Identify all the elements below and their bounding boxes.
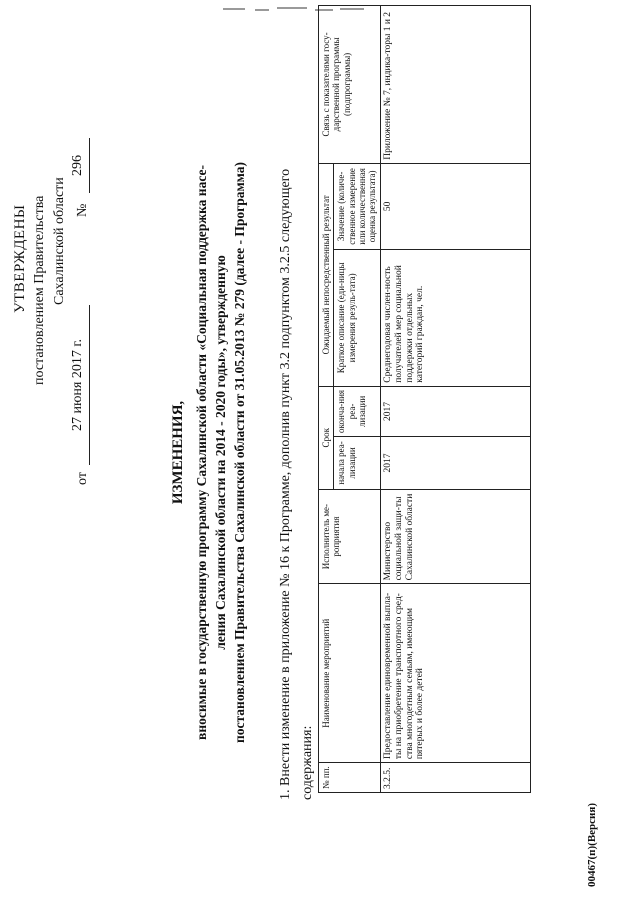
approval-from-label: от — [75, 472, 90, 485]
cell-desc: Среднегодовая числен-ность получателей мер социальной поддержки отдельных категорий граждан, чел. — [380, 250, 530, 387]
header-executor: Исполнитель ме-роприятия — [319, 489, 381, 584]
cell-num: 3.2.5. — [380, 763, 530, 793]
document-subtitle-line-2: ления Сахалинской области на 2014 - 2020 годы», утвержденную — [213, 255, 228, 650]
cell-value: 50 — [380, 163, 530, 249]
approval-number-label: № — [75, 203, 90, 217]
table-header-row — [319, 6, 334, 793]
header-name: Наименование мероприятий — [319, 584, 381, 763]
header-expected: Ожидаемый непосредственный результат — [319, 163, 334, 386]
cell-end: 2017 — [380, 386, 530, 436]
footer-code: 00467(п)(Версия) — [586, 803, 598, 887]
header-num: № пп. — [319, 763, 381, 793]
cell-link: Приложение № 7, индика-торы 1 и 2 — [380, 6, 530, 164]
header-term-end: оконча-ния реа-лизации — [334, 386, 380, 436]
approval-number: 296 — [70, 138, 90, 193]
cell-name: Предоставление единовременной выпла-ты на приобретение транспортного сред-ства многодетным семьям, имеющим пятерых и более детей — [380, 584, 530, 763]
approval-line-1: постановлением Правительства — [32, 195, 47, 385]
document-subtitle-line-1: вносимые в государственную программу Сахалинской области «Социальная поддержка насе- — [194, 165, 209, 740]
cell-executor: Министерство социальной защи-ты Сахалинской области — [380, 489, 530, 584]
document-subtitle-line-3: постановлением Правительства Сахалинской области от 31.05.2013 № 279 (далее - Программа) — [232, 161, 247, 744]
document-title: ИЗМЕНЕНИЯ, — [170, 400, 186, 505]
intro-paragraph: 1. Внести изменение в приложение № 16 к Программе, дополнив пункт 3.2 подпунктом 3.2.5 следующего — [278, 168, 293, 800]
measures-table — [318, 5, 531, 793]
header-term: Срок — [319, 386, 334, 489]
header-link: Связь с показателями госу-дарственной программы (подпрограммы) — [319, 6, 381, 164]
header-term-start: начала реа-лизации — [334, 437, 380, 490]
approval-line-2: Сахалинской области — [52, 177, 67, 305]
table-row — [380, 6, 530, 793]
approval-date: 27 июня 2017 г. — [70, 305, 90, 465]
cell-start: 2017 — [380, 437, 530, 490]
header-expected-desc: Краткое описание (еди-ницы измерения резуль-тата) — [334, 250, 380, 387]
intro-paragraph-continuation: содержания: — [300, 725, 315, 800]
header-expected-value: Значение (количе-ственное измерение или количественная оценка результата) — [334, 163, 380, 249]
approval-title: УТВЕРЖДЕНЫ — [12, 204, 28, 313]
